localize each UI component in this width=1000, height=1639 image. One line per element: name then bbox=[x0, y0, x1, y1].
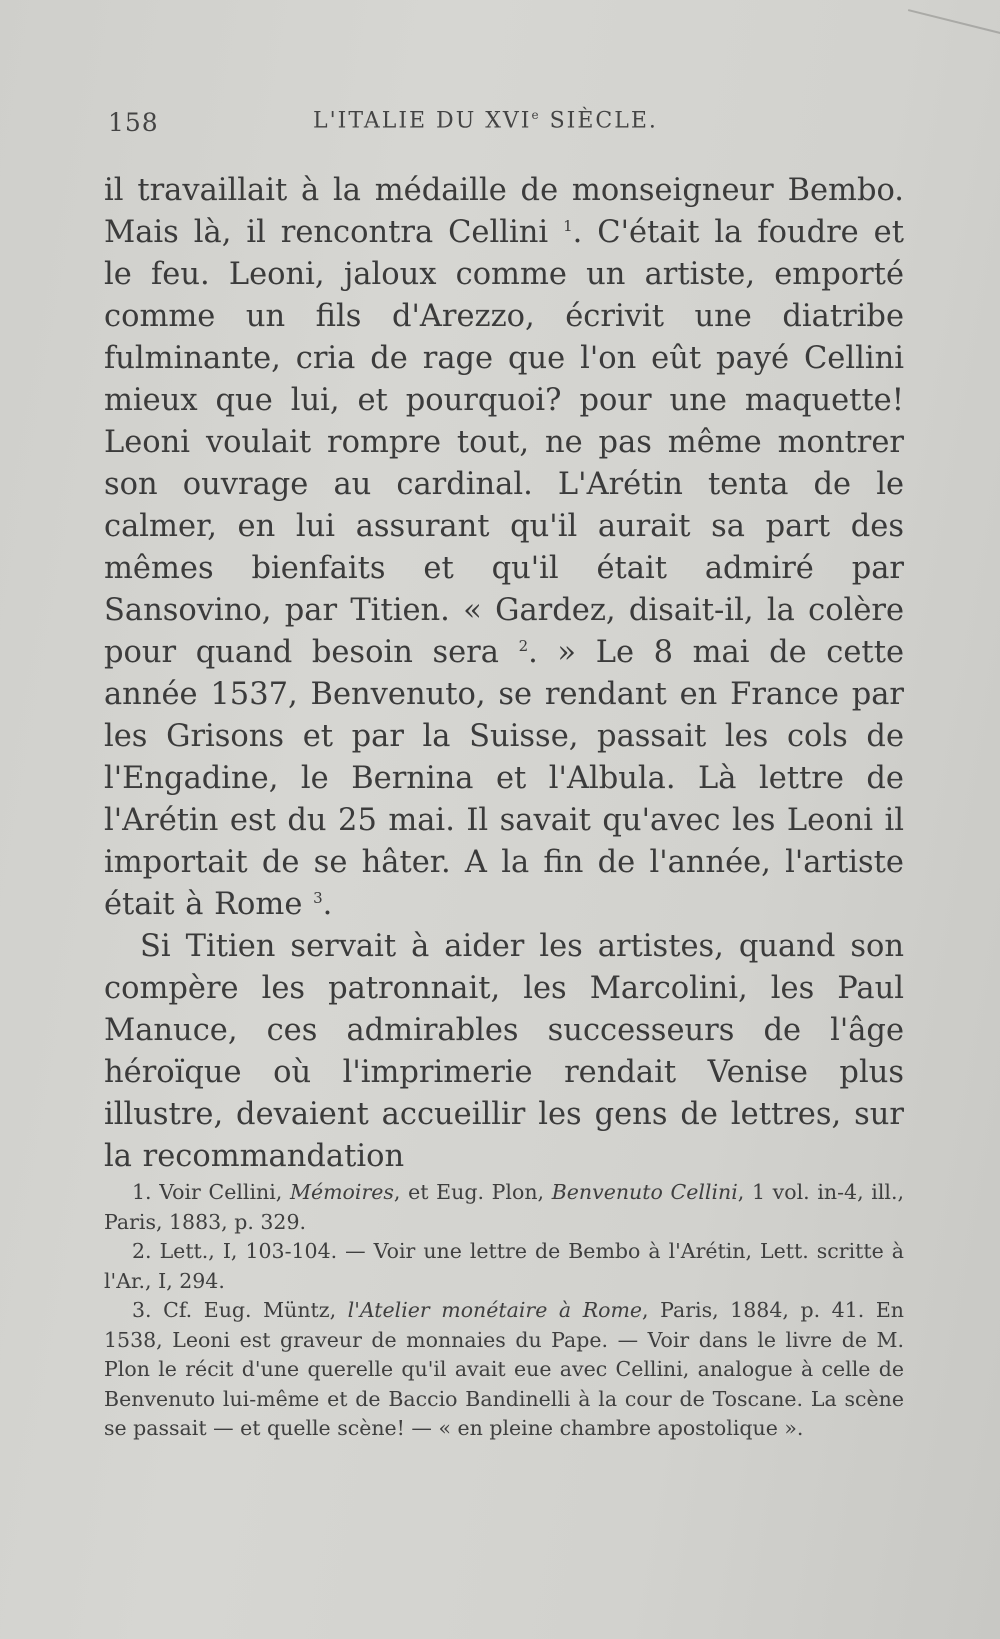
running-head-sup: e bbox=[531, 108, 541, 122]
footnote-ref-1: 1 bbox=[563, 216, 573, 235]
page-number: 158 bbox=[108, 108, 159, 137]
paragraph-1-part-d: . bbox=[322, 887, 333, 922]
paragraph-1-part-b: . C'était la foudre et le feu. Leoni, jaloux comme un artiste, emporté comme un fils d'Arezzo, écrivit une diatribe fulminante, cria de rage que l'on eût payé Cellini mieux que lui, et pourquoi? pour une maquette! Leoni voulait rompre tout, ne pas même montrer son ouvrage au cardinal. L'Arétin tenta de le calmer, en lui assurant qu'il aurait sa part des mêmes bienfaits et qu'il était admiré par Sansovino, par Titien. « Gardez, disait-il, la colère pour quand besoin sera bbox=[104, 215, 904, 670]
footnotes bbox=[104, 1178, 904, 1444]
footnote-3-part-a: 3. Cf. Eug. Müntz, bbox=[132, 1298, 348, 1322]
footnote-1-part-b: , et Eug. Plon, bbox=[393, 1180, 552, 1204]
footnote-1-title-1: Mémoires bbox=[289, 1180, 394, 1204]
footnote-1-part-a: 1. Voir Cellini, bbox=[132, 1180, 290, 1204]
footnote-3 bbox=[104, 1296, 904, 1444]
paragraph-1-part-c: . » Le 8 mai de cette année 1537, Benvenuto, se rendant en France par les Grisons et par la Suisse, passait les cols de l'Engadine, le Bernina et l'Albula. Là lettre de l'Arétin est du 25 mai. Il savait qu'avec les Leoni il importait de se hâter. A la fin de l'année, l'artiste était à Rome bbox=[104, 635, 904, 922]
paragraph-1 bbox=[104, 170, 904, 926]
footnote-3-part-b: , Paris, 1884, p. 41. En 1538, Leoni est graveur de monnaies du Pape. — Voir dans le livre de M. Plon le récit d'une querelle qu'il avait eue avec Cellini, analogue à celle de Benvenuto lui-même et de Baccio Bandinelli à la cour de Toscane. La scène se passait — et quelle scène! — « en pleine chambre apostolique ». bbox=[104, 1298, 904, 1440]
body-text bbox=[104, 170, 904, 1178]
running-head-main: L'ITALIE DU XVI bbox=[313, 108, 532, 134]
footnote-2: 2. Lett., I, 103-104. — Voir une lettre de Bembo à l'Arétin, Lett. scritte à l'Ar., I, 294. bbox=[104, 1239, 904, 1293]
running-head-tail: SIÈCLE. bbox=[540, 108, 658, 134]
footnote-1 bbox=[104, 1178, 904, 1237]
footnote-1-title-2: Benvenuto Cellini bbox=[551, 1180, 738, 1204]
footnote-3-title: l'Atelier monétaire à Rome bbox=[347, 1298, 643, 1322]
paragraph-1-part-a: il travaillait à la médaille de monseigneur Bembo. Mais là, il rencontra Cellini bbox=[104, 173, 904, 250]
page-corner-edge bbox=[908, 0, 1000, 40]
footnote-ref-3: 3 bbox=[313, 888, 323, 907]
page-header bbox=[108, 108, 908, 138]
footnote-1-part-c: , 1 vol. in-4, ill., Paris, 1883, p. 329. bbox=[104, 1180, 904, 1234]
running-head bbox=[313, 108, 658, 133]
paragraph-2: Si Titien servait à aider les artistes, quand son compère les patronnait, les Marcolini, les Paul Manuce, ces admirables successeurs de l'âge héroïque où l'imprimerie rendait Venise plus illustre, devaient accueillir les gens de lettres, sur la recommandation bbox=[104, 929, 904, 1174]
footnote-ref-2: 2 bbox=[518, 636, 529, 655]
